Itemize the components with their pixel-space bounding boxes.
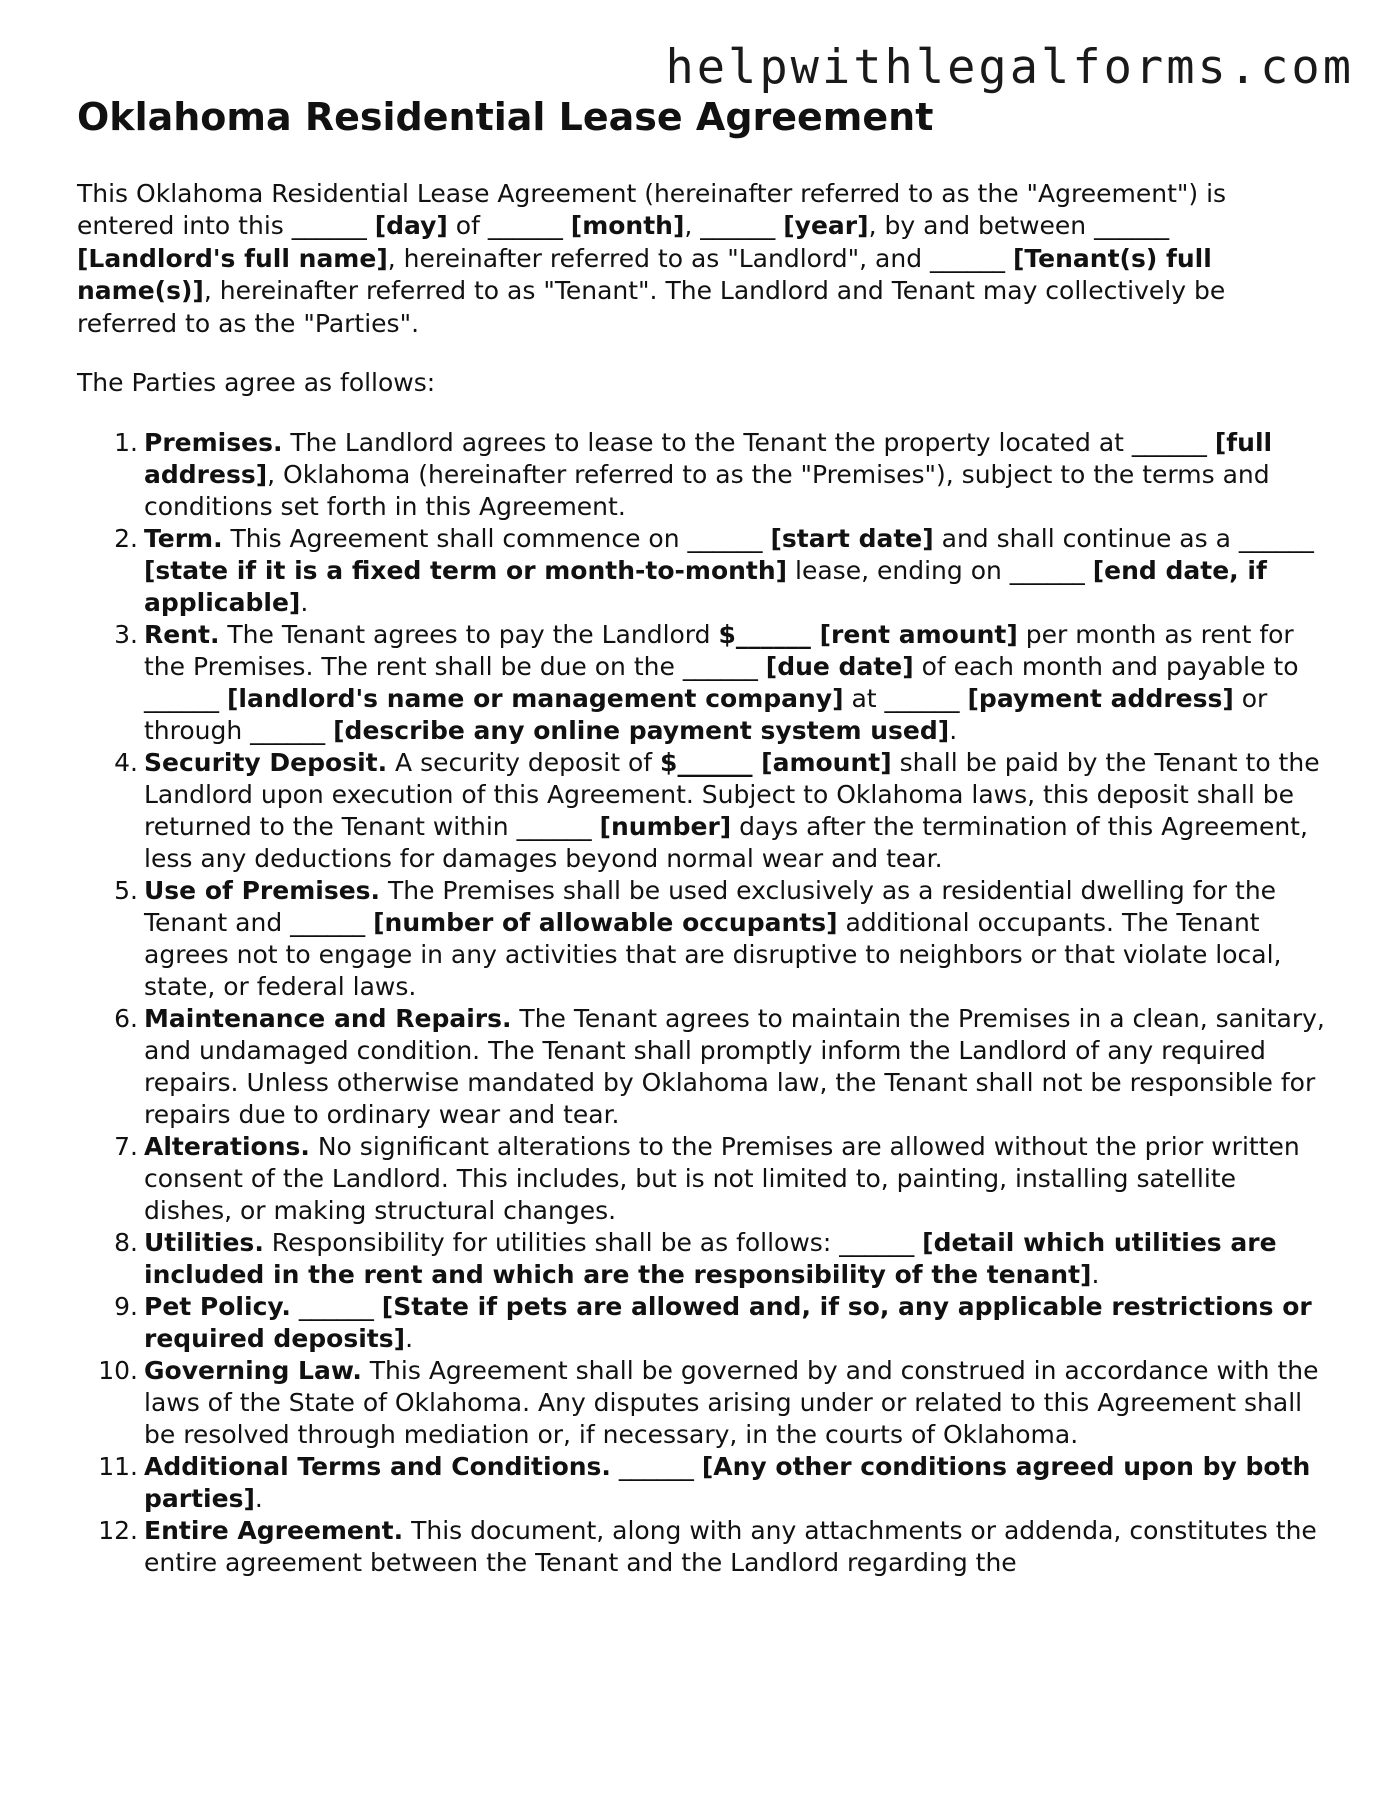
section-item xyxy=(77,619,1327,747)
section-text: shall be paid by the Tenant to the Landlord upon execution of this Agreement. Subject to Oklahoma laws, this deposit shall be returned to the Tenant within ______ xyxy=(144,747,1320,841)
section-text: This Agreement shall commence on ______ xyxy=(222,523,771,553)
section-placeholder: [number] xyxy=(599,811,732,841)
section-placeholder: $______ [amount] xyxy=(660,747,892,777)
site-watermark: helpwithlegalforms.com xyxy=(665,40,1354,95)
section-heading: Security Deposit. xyxy=(144,747,388,777)
section-heading: Utilities. xyxy=(144,1227,264,1257)
section-heading: Use of Premises. xyxy=(144,875,381,905)
section-placeholder: $______ [rent amount] xyxy=(718,619,1018,649)
section-text: The Tenant agrees to pay the Landlord xyxy=(219,619,719,649)
section-text: . xyxy=(300,587,309,617)
section-heading: Rent. xyxy=(144,619,220,649)
section-number: 7. xyxy=(114,1131,138,1161)
section-text: ______ xyxy=(610,1451,702,1481)
intro-placeholder-year: [year] xyxy=(783,211,869,240)
intro-paragraph xyxy=(77,178,1327,341)
section-number: 4. xyxy=(114,747,138,777)
section-item xyxy=(77,747,1327,875)
section-text: , Oklahoma (hereinafter referred to as the "Premises"), subject to the terms and conditions set forth in this Agreement. xyxy=(144,459,1270,521)
section-placeholder: [state if it is a fixed term or month-to-month] xyxy=(144,555,788,585)
section-item xyxy=(77,1227,1327,1291)
section-list xyxy=(77,427,1327,1579)
section-text: This document, along with any attachments or addenda, constitutes the entire agreement between the Tenant and the Landlord regarding the xyxy=(144,1515,1317,1577)
section-item xyxy=(77,427,1327,523)
section-text: lease, ending on ______ xyxy=(787,555,1093,585)
section-heading: Premises. xyxy=(144,427,283,457)
intro-text: , hereinafter referred to as "Tenant". The Landlord and Tenant may collectively be referred to as the "Parties". xyxy=(77,276,1226,338)
document-page xyxy=(77,94,1327,1579)
section-text: The Landlord agrees to lease to the Tenant the property located at ______ xyxy=(282,427,1215,457)
section-number: 12. xyxy=(98,1515,138,1545)
intro-text: This Oklahoma Residential Lease Agreement (hereinafter referred to as the "Agreement") is entered into this ______ xyxy=(77,178,1227,240)
section-number: 5. xyxy=(114,875,138,905)
section-placeholder: [detail which utilities are included in the rent and which are the responsibility of the tenant] xyxy=(144,1227,1277,1289)
section-placeholder: [due date] xyxy=(765,651,914,681)
intro-placeholder-day: [day] xyxy=(374,211,448,240)
section-text: The Tenant agrees to maintain the Premises in a clean, sanitary, and undamaged condition. The Tenant shall promptly inform the Landlord of any required repairs. Unless otherwise mandated by Oklahoma law, the Tenant shall not be responsible for repairs due to ordinary wear and tear. xyxy=(144,1003,1325,1129)
section-text: . xyxy=(1091,1259,1100,1289)
section-item xyxy=(77,1003,1327,1131)
section-placeholder: [landlord's name or management company] xyxy=(226,683,844,713)
section-text: of each month and payable to ______ xyxy=(144,651,1299,713)
section-item xyxy=(77,1291,1327,1355)
section-text: Responsibility for utilities shall be as follows: ______ xyxy=(263,1227,923,1257)
intro-text: , ______ xyxy=(684,211,784,240)
section-heading: Governing Law. xyxy=(144,1355,362,1385)
intro-placeholder-month: [month] xyxy=(570,211,685,240)
section-number: 2. xyxy=(114,523,138,553)
section-text: at ______ xyxy=(843,683,968,713)
section-text: The Premises shall be used exclusively as a residential dwelling for the Tenant and ______ xyxy=(144,875,1277,937)
section-text: days after the termination of this Agreement, less any deductions for damages beyond normal wear and tear. xyxy=(144,811,1308,873)
section-number: 8. xyxy=(114,1227,138,1257)
section-placeholder: [State if pets are allowed and, if so, any applicable restrictions or required deposits] xyxy=(144,1291,1312,1353)
section-text: This Agreement shall be governed by and construed in accordance with the laws of the State of Oklahoma. Any disputes arising under or related to this Agreement shall be resolved through mediation or, if necessary, in the courts of Oklahoma. xyxy=(144,1355,1319,1449)
intro-placeholder-tenant: [Tenant(s) full name(s)] xyxy=(77,243,1212,305)
section-placeholder: [Any other conditions agreed upon by both parties] xyxy=(144,1451,1311,1513)
section-item xyxy=(77,875,1327,1003)
section-heading: Additional Terms and Conditions. xyxy=(144,1451,611,1481)
section-number: 3. xyxy=(114,619,138,649)
section-text: No significant alterations to the Premises are allowed without the prior written consent of the Landlord. This includes, but is not limited to, painting, installing satellite dishes, or making structural changes. xyxy=(144,1131,1300,1225)
section-item xyxy=(77,523,1327,619)
section-heading: Alterations. xyxy=(144,1131,310,1161)
section-text: and shall continue as a ______ xyxy=(933,523,1314,553)
section-placeholder: [describe any online payment system used] xyxy=(333,715,950,745)
section-text: per month as rent for the Premises. The rent shall be due on the ______ xyxy=(144,619,1294,681)
section-placeholder: [number of allowable occupants] xyxy=(373,907,838,937)
intro-text: , hereinafter referred to as "Landlord", and ______ xyxy=(387,243,1013,273)
section-number: 9. xyxy=(114,1291,138,1321)
section-heading: Entire Agreement. xyxy=(144,1515,404,1545)
section-text: . xyxy=(949,715,958,745)
section-text: . xyxy=(254,1483,263,1513)
agree-line: The Parties agree as follows: xyxy=(77,368,436,397)
intro-placeholder-landlord: [Landlord's full name] xyxy=(77,243,388,273)
document-title: Oklahoma Residential Lease Agreement xyxy=(77,95,934,139)
section-text: A security deposit of xyxy=(387,747,661,777)
section-number: 10. xyxy=(98,1355,138,1385)
section-item xyxy=(77,1451,1327,1515)
section-placeholder: [end date, if applicable] xyxy=(144,555,1267,617)
section-heading: Maintenance and Repairs. xyxy=(144,1003,512,1033)
section-text: ______ xyxy=(290,1291,382,1321)
section-number: 11. xyxy=(98,1451,138,1481)
section-text: . xyxy=(405,1323,414,1353)
section-item xyxy=(77,1515,1327,1579)
section-heading: Pet Policy. xyxy=(144,1291,291,1321)
section-placeholder: [full address] xyxy=(144,427,1273,489)
section-placeholder: [payment address] xyxy=(967,683,1234,713)
intro-text: , by and between ______ xyxy=(868,211,1170,240)
section-item xyxy=(77,1131,1327,1227)
section-text: or through ______ xyxy=(144,683,1268,745)
section-item xyxy=(77,1355,1327,1451)
section-number: 6. xyxy=(114,1003,138,1033)
section-number: 1. xyxy=(114,427,138,457)
section-heading: Term. xyxy=(144,523,223,553)
intro-text: of ______ xyxy=(447,211,571,240)
section-placeholder: [start date] xyxy=(770,523,934,553)
section-text: additional occupants. The Tenant agrees not to engage in any activities that are disruptive to neighbors or that violate local, state, or federal laws. xyxy=(144,907,1282,1001)
